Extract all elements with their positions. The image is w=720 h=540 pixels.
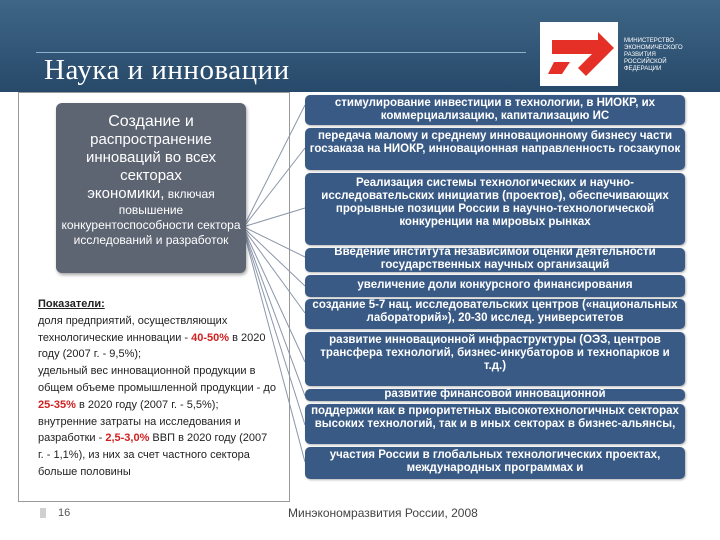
slide-title: Наука и инновации <box>44 54 290 86</box>
innovation-goal-box <box>56 103 246 273</box>
measure-box: поддержки как в приоритетных высокотехнологичных секторах высоких технологий, так и в иных секторах в бизнес-альянсы, <box>305 404 685 444</box>
connector-line <box>246 148 305 224</box>
measure-box: участия России в глобальных технологических проектах, международных программах и <box>305 447 685 479</box>
goal-line: распространение <box>90 131 212 148</box>
measure-box: увеличение доли конкурсного финансирования <box>305 275 685 297</box>
indicators-heading: Показатели: <box>38 298 105 310</box>
page-marker <box>40 508 46 518</box>
indicator-item: внутренние затраты на исследования и разработки - 2,5-3,0% ВВП в 2020 году (2007 г. - 1,1%), из них за счет частного сектора больше половины <box>38 415 268 478</box>
goal-line: инноваций во всех <box>85 149 217 166</box>
measure-box: развитие инновационной инфраструктуры (ОЭЗ, центров трансфера технологий, бизнес-инкубаторов и технопарков и т.д.) <box>305 332 685 386</box>
logo-caption: МИНИСТЕРСТВО ЭКОНОМИЧЕСКОГО РАЗВИТИЯ РОССИЙСКОЙ ФЕДЕРАЦИИ <box>624 38 683 72</box>
measure-box: создание 5-7 нац. исследовательских центров («национальных лабораторий»), 20-30 исслед. университетов <box>305 299 685 329</box>
measure-box: передача малому и среднему инновационному бизнесу части госзаказа на НИОКР, инновационная направленность госзакупок <box>305 128 685 170</box>
measure-box: Реализация системы технологических и научно-исследовательских инициатив (проектов), обеспечивающих прорывные позиции России в научно-технологической конкуренции на мировых рынках <box>305 173 685 245</box>
indicator-item: доля предприятий, осуществляющих технологические инновации - 40-50% в 2020 году (2007 г. - 9,5%); <box>38 314 266 361</box>
measure-box: развитие финансовой инновационной <box>305 389 685 401</box>
footer-source: Минэкономразвития России, 2008 <box>288 506 478 520</box>
measure-box: стимулирование инвестиции в технологии, в НИОКР, их коммерциализацию, капитализацию ИС <box>305 95 685 125</box>
connector-line <box>246 105 305 222</box>
connector-line <box>246 230 305 286</box>
goal-subtext: повышение конкурентоспособности сектора исследований и разработок <box>61 203 241 247</box>
measure-box: Введение института независимой оценки деятельности государственных научных организаций <box>305 248 685 272</box>
goal-line: Создание и <box>108 113 194 130</box>
goal-line: экономики, включая <box>87 185 215 202</box>
indicator-item: удельный вес инновационной продукции в общем объеме промышленной продукции - до 25-35% в 2020 году (2007 г. - 5,5%); <box>38 365 276 411</box>
indicators-block <box>38 296 276 481</box>
page-number: 16 <box>58 507 71 519</box>
goal-line: секторах <box>120 167 182 184</box>
connector-line <box>246 208 305 226</box>
